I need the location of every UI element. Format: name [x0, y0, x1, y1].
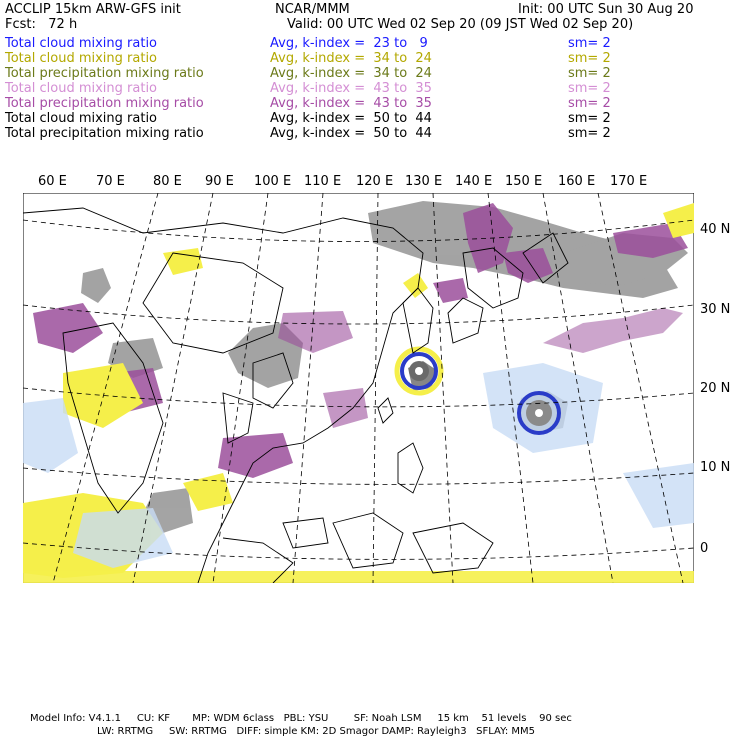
legend-k-index: Avg, k-index = 34 to 24 [270, 51, 432, 66]
init-time: Init: 00 UTC Sun 30 Aug 20 [518, 2, 694, 17]
longitude-label: 160 E [558, 174, 596, 189]
longitude-label: 60 E [38, 174, 67, 189]
legend-field-name: Total cloud mixing ratio [5, 111, 158, 126]
latitude-label: 0 [700, 541, 709, 556]
legend-k-index: Avg, k-index = 43 to 35 [270, 81, 432, 96]
legend-k-index: Avg, k-index = 50 to 44 [270, 126, 432, 141]
organization-label: NCAR/MMM [275, 2, 350, 17]
longitude-label: 170 E [610, 174, 648, 189]
model-info-line2: LW: RRTMG SW: RRTMG DIFF: simple KM: 2D Smagor DAMP: Rayleigh3 SFLAY: MM5 [97, 726, 536, 737]
legend-k-index: Avg, k-index = 50 to 44 [270, 111, 432, 126]
longitude-label: 100 E [254, 174, 292, 189]
legend-field-name: Total cloud mixing ratio [5, 81, 158, 96]
legend-smoothing: sm= 2 [568, 66, 611, 81]
model-info-line1: Model Info: V4.1.1 CU: KF MP: WDM 6class PBL: YSU SF: Noah LSM 15 km 51 levels 90 sec [30, 713, 572, 724]
longitude-label: 110 E [304, 174, 342, 189]
latitude-label: 30 N [700, 302, 731, 317]
legend-smoothing: sm= 2 [568, 36, 611, 51]
typhoon-maysak [397, 349, 441, 393]
legend-field-name: Total precipitation mixing ratio [5, 66, 204, 81]
legend-field-name: Total precipitation mixing ratio [5, 126, 204, 141]
forecast-hour: Fcst: 72 h [5, 17, 78, 32]
latitude-label: 20 N [700, 381, 731, 396]
legend-smoothing: sm= 2 [568, 81, 611, 96]
longitude-label: 120 E [356, 174, 394, 189]
legend-smoothing: sm= 2 [568, 111, 611, 126]
legend-k-index: Avg, k-index = 23 to 9 [270, 36, 428, 51]
longitude-label: 80 E [153, 174, 182, 189]
legend-field-name: Total cloud mixing ratio [5, 51, 158, 66]
legend-field-name: Total precipitation mixing ratio [5, 96, 204, 111]
longitude-label: 140 E [455, 174, 493, 189]
longitude-label: 150 E [505, 174, 543, 189]
legend-k-index: Avg, k-index = 34 to 24 [270, 66, 432, 81]
legend-smoothing: sm= 2 [568, 51, 611, 66]
latitude-label: 40 N [700, 222, 731, 237]
longitude-label: 90 E [205, 174, 234, 189]
legend-k-index: Avg, k-index = 43 to 35 [270, 96, 432, 111]
plot-title: ACCLIP 15km ARW-GFS init [5, 2, 181, 17]
legend-smoothing: sm= 2 [568, 96, 611, 111]
legend-smoothing: sm= 2 [568, 126, 611, 141]
valid-time: Valid: 00 UTC Wed 02 Sep 20 (09 JST Wed 02 Sep 20) [287, 17, 634, 32]
longitude-label: 70 E [96, 174, 125, 189]
latitude-label: 10 N [700, 460, 731, 475]
longitude-label: 130 E [405, 174, 443, 189]
forecast-map [23, 193, 694, 583]
legend-field-name: Total cloud mixing ratio [5, 36, 158, 51]
